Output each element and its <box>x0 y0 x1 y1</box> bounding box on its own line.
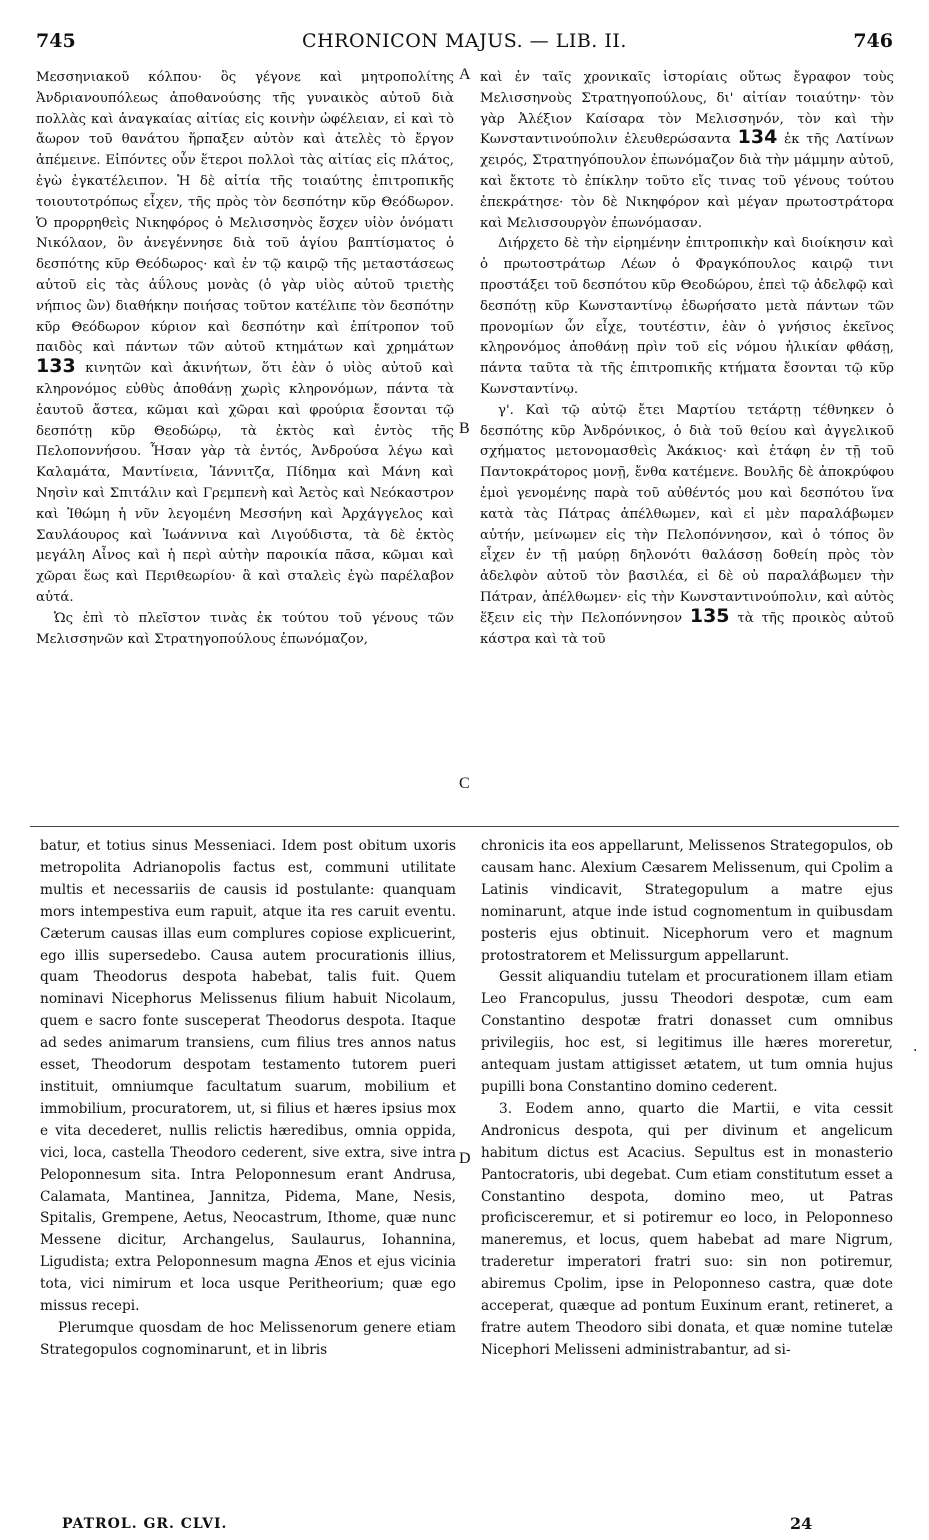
greek-right-paragraph-3 <box>480 401 894 651</box>
page-number-left: 745 <box>36 30 76 52</box>
section-marker-134: 134 <box>737 126 778 149</box>
margin-dot: · <box>913 1043 918 1059</box>
signature-mark: 24 <box>790 1514 813 1533</box>
latin-column-left <box>40 836 456 1508</box>
latin-right-paragraph-2: Gessit aliquandiu tutelam et procurationem illam etiam Leo Francopulus, jussu Theodori despotæ, cum eam Constantino despotæ fratri donasset cum omnibus privilegiis, hoc est, si legitimus ille hæres moreretur, antequam justam attigisset ætatem, ut tum omnia hujus pupilli bona Constantino domino cederent. <box>481 969 893 1095</box>
greek-column-left <box>36 68 454 820</box>
margin-letter-d: D <box>459 1150 471 1167</box>
page-number-right: 746 <box>853 30 893 52</box>
margin-letter-c: C <box>459 775 470 792</box>
running-header <box>36 30 893 60</box>
latin-right-paragraph-3: 3. Eodem anno, quarto die Martii, e vita cessit Andronicus despota, qui per divinum et angelicum habitum dictus est Acacius. Sepultus est in monasterio Pantocratoris, ubi degebat. Cum etiam constitutum esset a Constantino despota, domino meo, ut Patras proficisceremur, et si potiremur eo loco, in Peloponneso maneremus, et locus, quem habebat ad mare Nigrum, traderetur imperatori fratri suo: sin non potiremur, abiremus Cpolim, ipse in Peloponneso castra, quæ dote acceperat, quæque ad pontum Euxinum erant, retineret, a fratre autem Theodoro sibi donata, et quæ nomine tutelæ Nicephori Melisseni administrabantur, ad si- <box>481 1100 893 1358</box>
running-title: CHRONICON MAJUS. — LIB. II. <box>302 30 627 52</box>
series-footer: PATROL. GR. CLVI. <box>62 1516 228 1532</box>
latin-left-paragraph-2: Plerumque quosdam de hoc Melissenorum genere etiam Strategopulos cognominarunt, et in libris <box>40 1319 456 1358</box>
greek-right-text-d: τὰ τῆς προικὸς αὐτοῦ κάστρα καὶ τὰ τοῦ <box>480 610 894 647</box>
margin-letter-a: A <box>459 66 471 83</box>
greek-right-text-c: γ'. Καὶ τῷ αὐτῷ ἔτει Μαρτίου τετάρτῃ τέθνηκεν ὁ δεσπότης κῦρ Ἀνδρόνικος, ὁ διὰ τοῦ θείου καὶ ἀγγελικοῦ σχήματος μετονομασθεὶς Ἀκάκιος· καὶ ἐτάφη ἐν τῇ τοῦ Παντοκράτορος μονῇ, ἔνθα κατέμενε. Βουλῆς δὲ ἀποκρύφου ἐμοὶ γενομένης παρὰ τοῦ αὐθέντός μου καὶ δεσπότου ἵνα κατὰ τὰς Πάτρας ἀπέλθωμεν, καὶ εἰ μὲν παραλάβωμεν αὐτήν, μείνωμεν εἰς τὴν Πελοπόννησον, καὶ ὁ τόπος ὃν εἶχεν ἐν τῇ μαύρῃ δηλονότι θαλάσσῃ δοθείη πρὸς τὸν ἀδελφὸν αὐτοῦ τὸν βασιλέα, εἰ δὲ οὐ παραλάβωμεν τὴν Πάτραν, ἀπέλθωμεν· εἰς τὴν Κωνσταντινούπολιν, καὶ αὐτὸς ἕξειν εἰς τὴν Πελοπόννησον <box>480 402 894 626</box>
section-marker-133: 133 <box>36 355 76 378</box>
latin-column-right <box>481 836 893 1508</box>
margin-letter-b: B <box>459 420 470 437</box>
latin-left-paragraph-1: batur, et totius sinus Messeniaci. Idem post obitum uxoris metropolita Adrianopolis factus est, communi utilitate multis et necessariis de causis id postulante: quanquam mors intempestiva eum rapuit, atque ita res caruit eventu. Cæterum causas illas eum complures copiose explicuerint, ego illis supersedebo. Causa autem procurationis illius, quam Theodorus despota habebat, talis fuit. Quem nominavi Nicephorus Melissenus filium habuit Nicolaum, quem e sacro fonte susceperat Theodorus despota. Itaque ad sedes animarum transiens, cum filius tres annos natus esset, Theodorum despotam testamento tutorem pueri instituit, omniumque facultatum suarum, mobilium et immobilium, procuratorem, ut, si filius et hæres ipsius mox e vita decederet, nullis relictis hæredibus, omnia oppida, vici, loca, castella Theodoro cederent, sive extra, sive intra Peloponnesum sita. Intra Peloponnesum erant Andrusa, Calamata, Mantinea, Jannitza, Pidema, Mane, Nesis, Spitalis, Grempene, Aetus, Neocastrum, Ithome, quæ nunc Messene dicitur, Archangelus, Saulaurus, Iohannina, Ligudista; extra Peloponnesum magna Ænos et ejus vicinia tota, vici nimirum et loca usque Peritheorium; quæ ego missus recepi. <box>40 838 456 1315</box>
greek-left-text-a: Μεσσηνιακοῦ κόλπου· ὃς γέγονε καὶ μητροπολίτης Ἀνδριανουπόλεως ἀποθανούσης τῆς γυναικὸς αὐτοῦ διὰ πολλὰς καὶ ἀναγκαίας αἰτίας εἰς κοινὴν ὠφέλειαν, εἰ καὶ τὸ ἄωρον τοῦ θανάτου ἥρπαξεν αὐτὸν καὶ ἀτελὲς τὸ ἔργον ἀπέμεινε. Εἰπόντες οὖν ἕτεροι πολλοὶ τὰς αἰτίας εἰς πλάτος, ἐγὼ ἐγκατέλειπον. Ἡ δὲ αἰτία τῆς τοιαύτης ἐπιτροπικῆς τοιουτοτρόπως εἶχεν, τῆς πρὸς τὸν δεσπότην κῦρ Θεόδωρον. Ὁ προρρηθεὶς Νικηφόρος ὁ Μελισσηνὸς ἔσχεν υἱὸν ὀνόματι Νικόλαον, ὃν ἀνεγέννησε διὰ τοῦ ἁγίου βαπτίσματος ὁ δεσπότης κῦρ Θεόδωρος· καὶ ἐν τῷ καιρῷ τῆς μεταστάσεως αὐτοῦ εἰς τὰς ἀΰλους μονὰς (ὁ γὰρ υἱὸς αὐτοῦ τριετὴς νήπιος ὢν) διαθήκην ποιήσας τοῦτον κατέλιπε τὸν δεσπότην κῦρ Θεόδωρον κύριον καὶ δεσπότην καὶ ἐπίτροπον τοῦ παιδὸς καὶ πάντων τῶν αὐτοῦ κτημάτων καὶ χρημάτων <box>36 70 454 356</box>
latin-right-paragraph-1: chronicis ita eos appellarunt, Melissenos Strategopulos, ob causam hanc. Alexium Cæsarem Melissenum, qui Cpolim a Latinis vindicavit, Strategopulum a matre ejus nominarunt, atque inde istud cognomentum in quibusdam posteris ejus obtinuit. Nicephorum vero et magnum protostratorem et Melissurgum appellarunt. <box>481 838 893 964</box>
column-divider-rule <box>30 826 899 827</box>
greek-right-text-b: ἐκ τῆς Λατίνων χειρός, Στρατηγόπουλον ἐπωνόμαζον διὰ τὴν μάμμην αὐτοῦ, καὶ ἔκτοτε τὸ ἐπίκλην τοῦτο εἴς τινας τοῦ γένους τούτου ἐπεκράτησε· τὸν δὲ Νικηφόρον καὶ μέγαν πρωτοστράτορα καὶ Μελισσουργὸν ἐπωνόμασαν. <box>480 132 894 231</box>
section-marker-135: 135 <box>689 604 730 627</box>
greek-left-paragraph-2: Ὡς ἐπὶ τὸ πλεῖστον τινὰς ἐκ τούτου τοῦ γένους τῶν Μελισσηνῶν καὶ Στρατηγοπούλους ἐπωνόμαζον, <box>36 610 454 647</box>
greek-left-paragraph-1 <box>36 68 454 609</box>
greek-left-text-b: κινητῶν καὶ ἀκινήτων, ὅτι ἐὰν ὁ υἱὸς αὐτοῦ καὶ κληρονόμος εὐθὺς ἀποθάνῃ χωρὶς κληρονόμων, πάντα τὰ ἑαυτοῦ ἄστεα, κῶμαι καὶ χῶραι καὶ φρούρια ἔσονται τῷ δεσπότῃ κῦρ Θεοδώρῳ, τὰ ἐκτὸς καὶ ἐντὸς τῆς Πελοποννήσου. Ἦσαν γὰρ τὰ ἐντός, Ἀνδρούσα λέγω καὶ Καλαμάτα, Μαντίνεια, Ἰάννιτζα, Πίδημα καὶ Μάνη καὶ Νησὶν καὶ Σπιτάλιν καὶ Γρεμπενὴ καὶ Ἀετὸς καὶ Νεόκαστρον καὶ Ἰθώμη ἡ νῦν λεγομένη Μεσσήνη καὶ Ἀρχάγγελος καὶ Σαυλάουρος καὶ Ἰωάννινα καὶ Λιγούδιστα, τὰ δὲ ἐκτὸς μεγάλη Αἶνος καὶ ἡ περὶ αὐτὴν παροικία πᾶσα, κῶμαι καὶ χῶραι ἕως καὶ Περιθεωρίου· ἃ καὶ σταλεὶς ἐγὼ παρέλαβον αὐτά. <box>36 361 454 605</box>
greek-column-right <box>480 68 894 820</box>
greek-right-paragraph-2: Διήρχετο δὲ τὴν εἰρημένην ἐπιτροπικὴν καὶ διοίκησιν καὶ ὁ πρωτοστράτωρ Λέων ὁ Φραγκόπουλος καιρῷ τινι προστάξει τοῦ δεσπότου κῦρ Θεοδώρου, ἐπεὶ τῷ ἀδελφῷ καὶ δεσπότῃ κῦρ Κωνσταντίνῳ ἐδωρήσατο μετὰ πάντων τῶν προνομίων ὧν εἶχε, τουτέστιν, ἐὰν ὁ γνήσιος ἐκεῖνος κληρονόμος ἀποθάνῃ πρὶν τοῦ εἰς νόμου ἡλικίαν φθάσῃ, πάντα ταῦτα τὰ τῆς ἐπιτροπικῆς κτήματα ἔσονται τῷ κῦρ Κωνσταντίνῳ. <box>480 236 894 397</box>
greek-right-paragraph-1 <box>480 68 894 234</box>
greek-right-text-a: καὶ ἐν ταῖς χρονικαῖς ἱστορίαις οὕτως ἔγραφον τοὺς Μελισσηνοὺς Στρατηγοπούλους, δι' αἰτίαν τοιαύτην· τὸν γὰρ Ἀλέξιον Καίσαρα τὸν Μελισσηνόν, τὸν καὶ τὴν Κωνσταντινούπολιν ἐλευθερώσαντα <box>480 70 894 148</box>
